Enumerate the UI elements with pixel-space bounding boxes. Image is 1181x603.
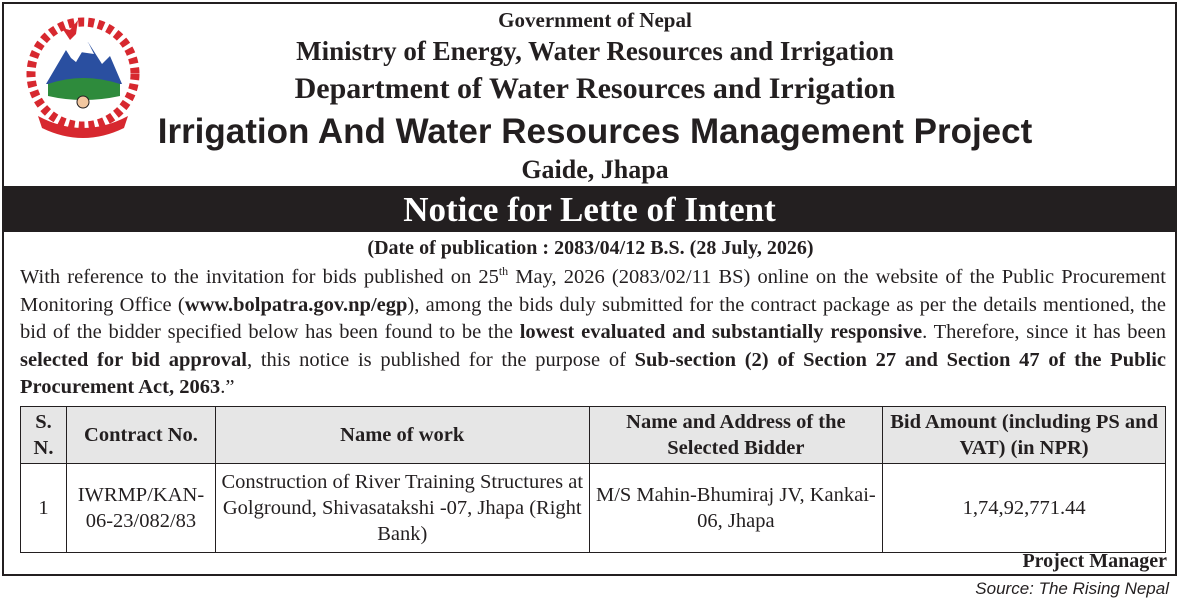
- header-sn: S. N.: [21, 407, 67, 464]
- body-text: May, 2026 (2083/02/11 BS) online on the website of the Public Procurement Monitoring Office (: [20, 266, 1166, 316]
- body-text: , this notice is published for the purpose of: [246, 348, 635, 371]
- table-row: [21, 464, 1166, 553]
- government-title: Government of Nepal: [498, 8, 692, 32]
- bid-table: [20, 406, 1166, 553]
- signatory: Project Manager: [1022, 550, 1167, 572]
- source-credit: Source: The Rising Nepal: [975, 579, 1169, 598]
- body-superscript: th: [498, 264, 509, 279]
- body-emphasis: lowest evaluated and substantially responsive: [519, 321, 923, 343]
- cell-amount: 1,74,92,771.44: [883, 464, 1166, 553]
- ministry-title: Ministry of Energy, Water Resources and Irrigation: [296, 36, 894, 66]
- project-title: Irrigation And Water Resources Management Project: [157, 112, 1033, 151]
- department-title: Department of Water Resources and Irrigation: [294, 72, 896, 105]
- header-bidder: Name and Address of the Selected Bidder: [589, 407, 883, 464]
- publication-date: (Date of publication : 2083/04/12 B.S. (28 July, 2026): [367, 237, 814, 259]
- body-text: .”: [220, 376, 235, 398]
- body-website: www.bolpatra.gov.np/egp: [184, 293, 408, 316]
- office-location: Gaide, Jhapa: [521, 155, 669, 184]
- body-emphasis: selected for bid approval: [20, 348, 247, 371]
- notice-title: Notice for Lette of Intent: [403, 190, 776, 229]
- notice-body: [20, 264, 1166, 402]
- notice-title-band: [4, 186, 1175, 232]
- cell-bidder: M/S Mahin-Bhumiraj JV, Kankai-06, Jhapa: [589, 464, 883, 553]
- header-contract-no: Contract No.: [66, 407, 215, 464]
- header-work: Name of work: [215, 407, 589, 464]
- nepal-emblem-icon: [18, 12, 148, 140]
- cell-sn: 1: [21, 464, 67, 553]
- body-text: . Therefore, since it has been: [922, 321, 1166, 343]
- header-amount: Bid Amount (including PS and VAT) (in NPR): [883, 407, 1166, 464]
- table-header-row: [21, 407, 1166, 464]
- body-text: With reference to the invitation for bids published on 25: [20, 266, 499, 288]
- cell-work: Construction of River Training Structures at Golground, Shivasatakshi -07, Jhapa (Right Bank): [215, 464, 589, 553]
- body-legal-reference: Sub-section (2) of Section 27 and Section 47 of the Public Procurement Act, 2063: [20, 348, 1166, 398]
- body-text: ), among the bids duly submitted for the contract package as per the details mentioned, the bid of the bidder specified below has been found to be the: [20, 293, 1167, 343]
- cell-contract-no: IWRMP/KAN-06-23/082/83: [66, 464, 215, 553]
